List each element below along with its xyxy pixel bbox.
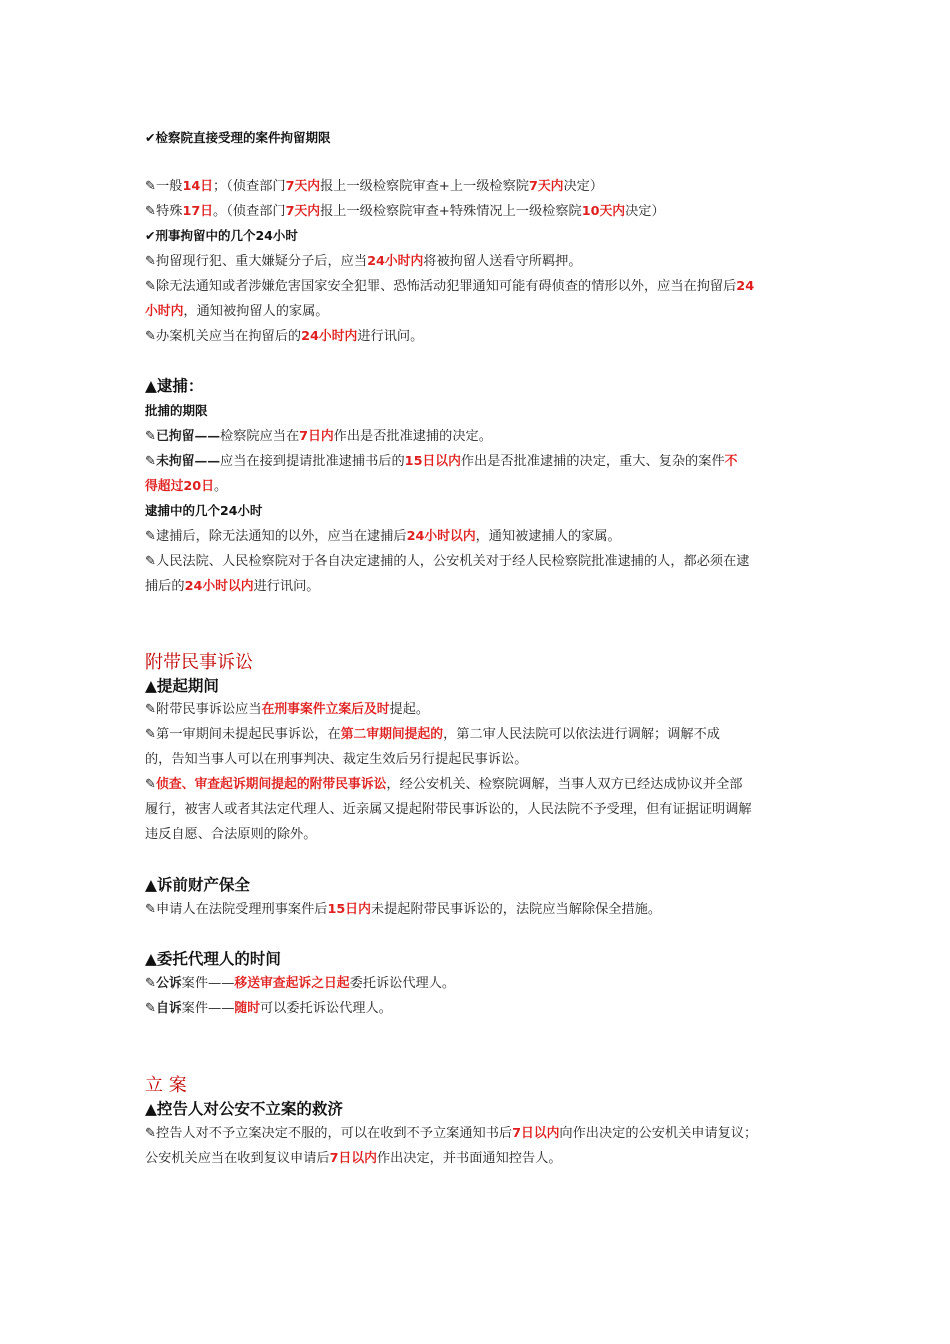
para-special-17-days: [145, 199, 815, 224]
para-investigation-2: 履行，被害人或者其法定代理人、近亲属又提起附带民事诉讼的，人民法院不予受理，但有证据证明调解: [145, 802, 752, 817]
text: ✎: [145, 1001, 157, 1016]
para-reconsideration-1: [145, 1121, 815, 1146]
text: ✎第一审期间未提起民事诉讼，在: [145, 727, 341, 742]
keyword: 未拘留——: [156, 454, 221, 469]
text: ✎附带民事诉讼应当: [145, 702, 262, 717]
text: 作出是否批准逮捕的决定。: [333, 429, 492, 444]
para-civil-timely: [145, 697, 815, 722]
highlight: 7日以内: [329, 1151, 377, 1166]
text: ；（侦查部门: [213, 179, 286, 194]
text: 提起。: [389, 702, 430, 717]
text: ，通知被拘留人的家属。: [183, 304, 329, 319]
para-general-14-days: [145, 174, 815, 199]
heading-agent-time: ▲委托代理人的时间: [145, 950, 281, 968]
text: 检察院应当在: [220, 429, 300, 444]
text: ✎拘留现行犯、重大嫌疑分子后，应当: [145, 254, 368, 269]
highlight: 24小时以内: [184, 579, 254, 594]
text: ，通知被逮捕人的家属。: [475, 529, 621, 544]
highlight: 7日内: [299, 429, 334, 444]
highlight: 侦查、审查起诉期间提起的附带民事诉讼: [156, 777, 387, 792]
para-already-detained: [145, 424, 815, 449]
highlight: 随时: [234, 1001, 260, 1016]
subheading-arrest-24-hours: 逮捕中的几个24小时: [145, 503, 263, 518]
text: 将被拘留人送看守所羁押。: [423, 254, 582, 269]
section-title-civil: 附带民事诉讼: [145, 652, 253, 673]
para-reconsideration-2: [145, 1146, 815, 1171]
para-not-detained-1: [145, 449, 815, 474]
para-notify-family-2: [145, 299, 815, 324]
para-not-detained-2: [145, 474, 815, 499]
highlight: 得超过20日: [145, 479, 214, 494]
para-private-prosecution: [145, 996, 815, 1021]
heading-pretrial-preservation: ▲诉前财产保全: [145, 876, 250, 894]
highlight: 不: [724, 454, 738, 469]
text: 报上一级检察院审查+上一级检察院: [320, 179, 529, 194]
text: 可以委托诉讼代理人。: [260, 1001, 392, 1016]
text: 委托诉讼代理人。: [349, 976, 456, 991]
subheading-approval-period: 批捕的期限: [145, 403, 208, 418]
para-arrest-interrogate-1: ✎人民法院、人民检察院对于各自决定逮捕的人，公安机关对于经人民检察院批准逮捕的人，都必须在逮: [145, 554, 750, 569]
highlight: 24小时内: [367, 254, 424, 269]
text: 。（侦查部门: [213, 204, 286, 219]
text: ✎申请人在法院受理刑事案件后: [145, 902, 328, 917]
para-notify-family-1: [145, 274, 815, 299]
text: 向作出决定的公安机关申请复议；: [559, 1126, 758, 1141]
highlight: 24小时内: [301, 329, 358, 344]
para-arrest-interrogate-2: [145, 574, 815, 599]
para-investigation-1: [145, 772, 815, 797]
highlight: 第二审期间提起的: [340, 727, 444, 742]
highlight: 14日: [182, 179, 214, 194]
highlight: 17日: [182, 204, 214, 219]
text: ✎一般: [145, 179, 183, 194]
section-title-filing: 立 案: [145, 1075, 187, 1096]
text: ✎: [145, 976, 157, 991]
text: 报上一级检察院审查+特殊情况上一级检察院: [320, 204, 582, 219]
para-second-instance-1: [145, 722, 815, 747]
heading-procuratorate-detention: ✔检察院直接受理的案件拘留期限: [145, 130, 331, 145]
highlight: 7天内: [285, 204, 321, 219]
keyword: 已拘留——: [156, 429, 221, 444]
text: ✎: [145, 454, 157, 469]
highlight: 7天内: [285, 179, 321, 194]
para-second-instance-2: 的，告知当事人可以在刑事判决、裁定生效后另行提起民事诉讼。: [145, 752, 528, 767]
text: 案件——: [181, 976, 235, 991]
text: 案件——: [181, 1001, 235, 1016]
text: ✎: [145, 777, 157, 792]
text: 决定）: [625, 204, 665, 219]
text: ，经公安机关、检察院调解，当事人双方已经达成协议并全部: [386, 777, 743, 792]
highlight: 24小时以内: [406, 529, 476, 544]
text: ，第二审人民法院可以依法进行调解；调解不成: [443, 727, 720, 742]
text: 进行讯问。: [357, 329, 424, 344]
heading-detention-24-hours: ✔刑事拘留中的几个24小时: [145, 228, 298, 243]
text: 应当在接到提请批准逮捕书后的: [220, 454, 405, 469]
text: 进行讯问。: [253, 579, 320, 594]
text: ✎办案机关应当在拘留后的: [145, 329, 302, 344]
keyword: 公诉: [156, 976, 182, 991]
para-preservation: [145, 897, 815, 922]
para-custody-transfer: [145, 249, 815, 274]
heading-filing-period: ▲提起期间: [145, 677, 219, 695]
highlight: 24: [736, 279, 755, 294]
text: ✎特殊: [145, 204, 183, 219]
highlight: 15日内: [327, 902, 371, 917]
heading-complainant-remedy: ▲控告人对公安不立案的救济: [145, 1100, 343, 1118]
para-public-prosecution: [145, 971, 815, 996]
highlight: 7日以内: [512, 1126, 560, 1141]
text: 公安机关应当在收到复议申请后: [145, 1151, 330, 1166]
highlight: 10天内: [581, 204, 626, 219]
text: 。: [214, 479, 228, 494]
heading-arrest: ▲逮捕：: [145, 377, 204, 395]
text: 作出是否批准逮捕的决定，重大、复杂的案件: [460, 454, 725, 469]
text: ✎逮捕后，除无法通知的以外，应当在逮捕后: [145, 529, 407, 544]
text: ✎除无法通知或者涉嫌危害国家安全犯罪、恐怖活动犯罪通知可能有碍侦查的情形以外，应当在拘留后: [145, 279, 737, 294]
highlight: 移送审查起诉之日起: [234, 976, 350, 991]
highlight: 在刑事案件立案后及时: [261, 702, 390, 717]
para-arrest-notify: [145, 524, 815, 549]
para-investigation-3: 违反自愿、合法原则的除外。: [145, 827, 317, 842]
para-interrogation: [145, 324, 815, 349]
highlight: 15日以内: [404, 454, 461, 469]
text: ✎: [145, 429, 157, 444]
text: ✎控告人对不予立案决定不服的，可以在收到不予立案通知书后: [145, 1126, 513, 1141]
text: 决定）: [563, 179, 604, 194]
highlight: 小时内: [145, 304, 184, 319]
text: 未提起附带民事诉讼的，法院应当解除保全措施。: [370, 902, 662, 917]
text: 作出决定，并书面通知控告人。: [376, 1151, 562, 1166]
keyword: 自诉: [156, 1001, 182, 1016]
highlight: 7天内: [528, 179, 564, 194]
text: 捕后的: [145, 579, 185, 594]
